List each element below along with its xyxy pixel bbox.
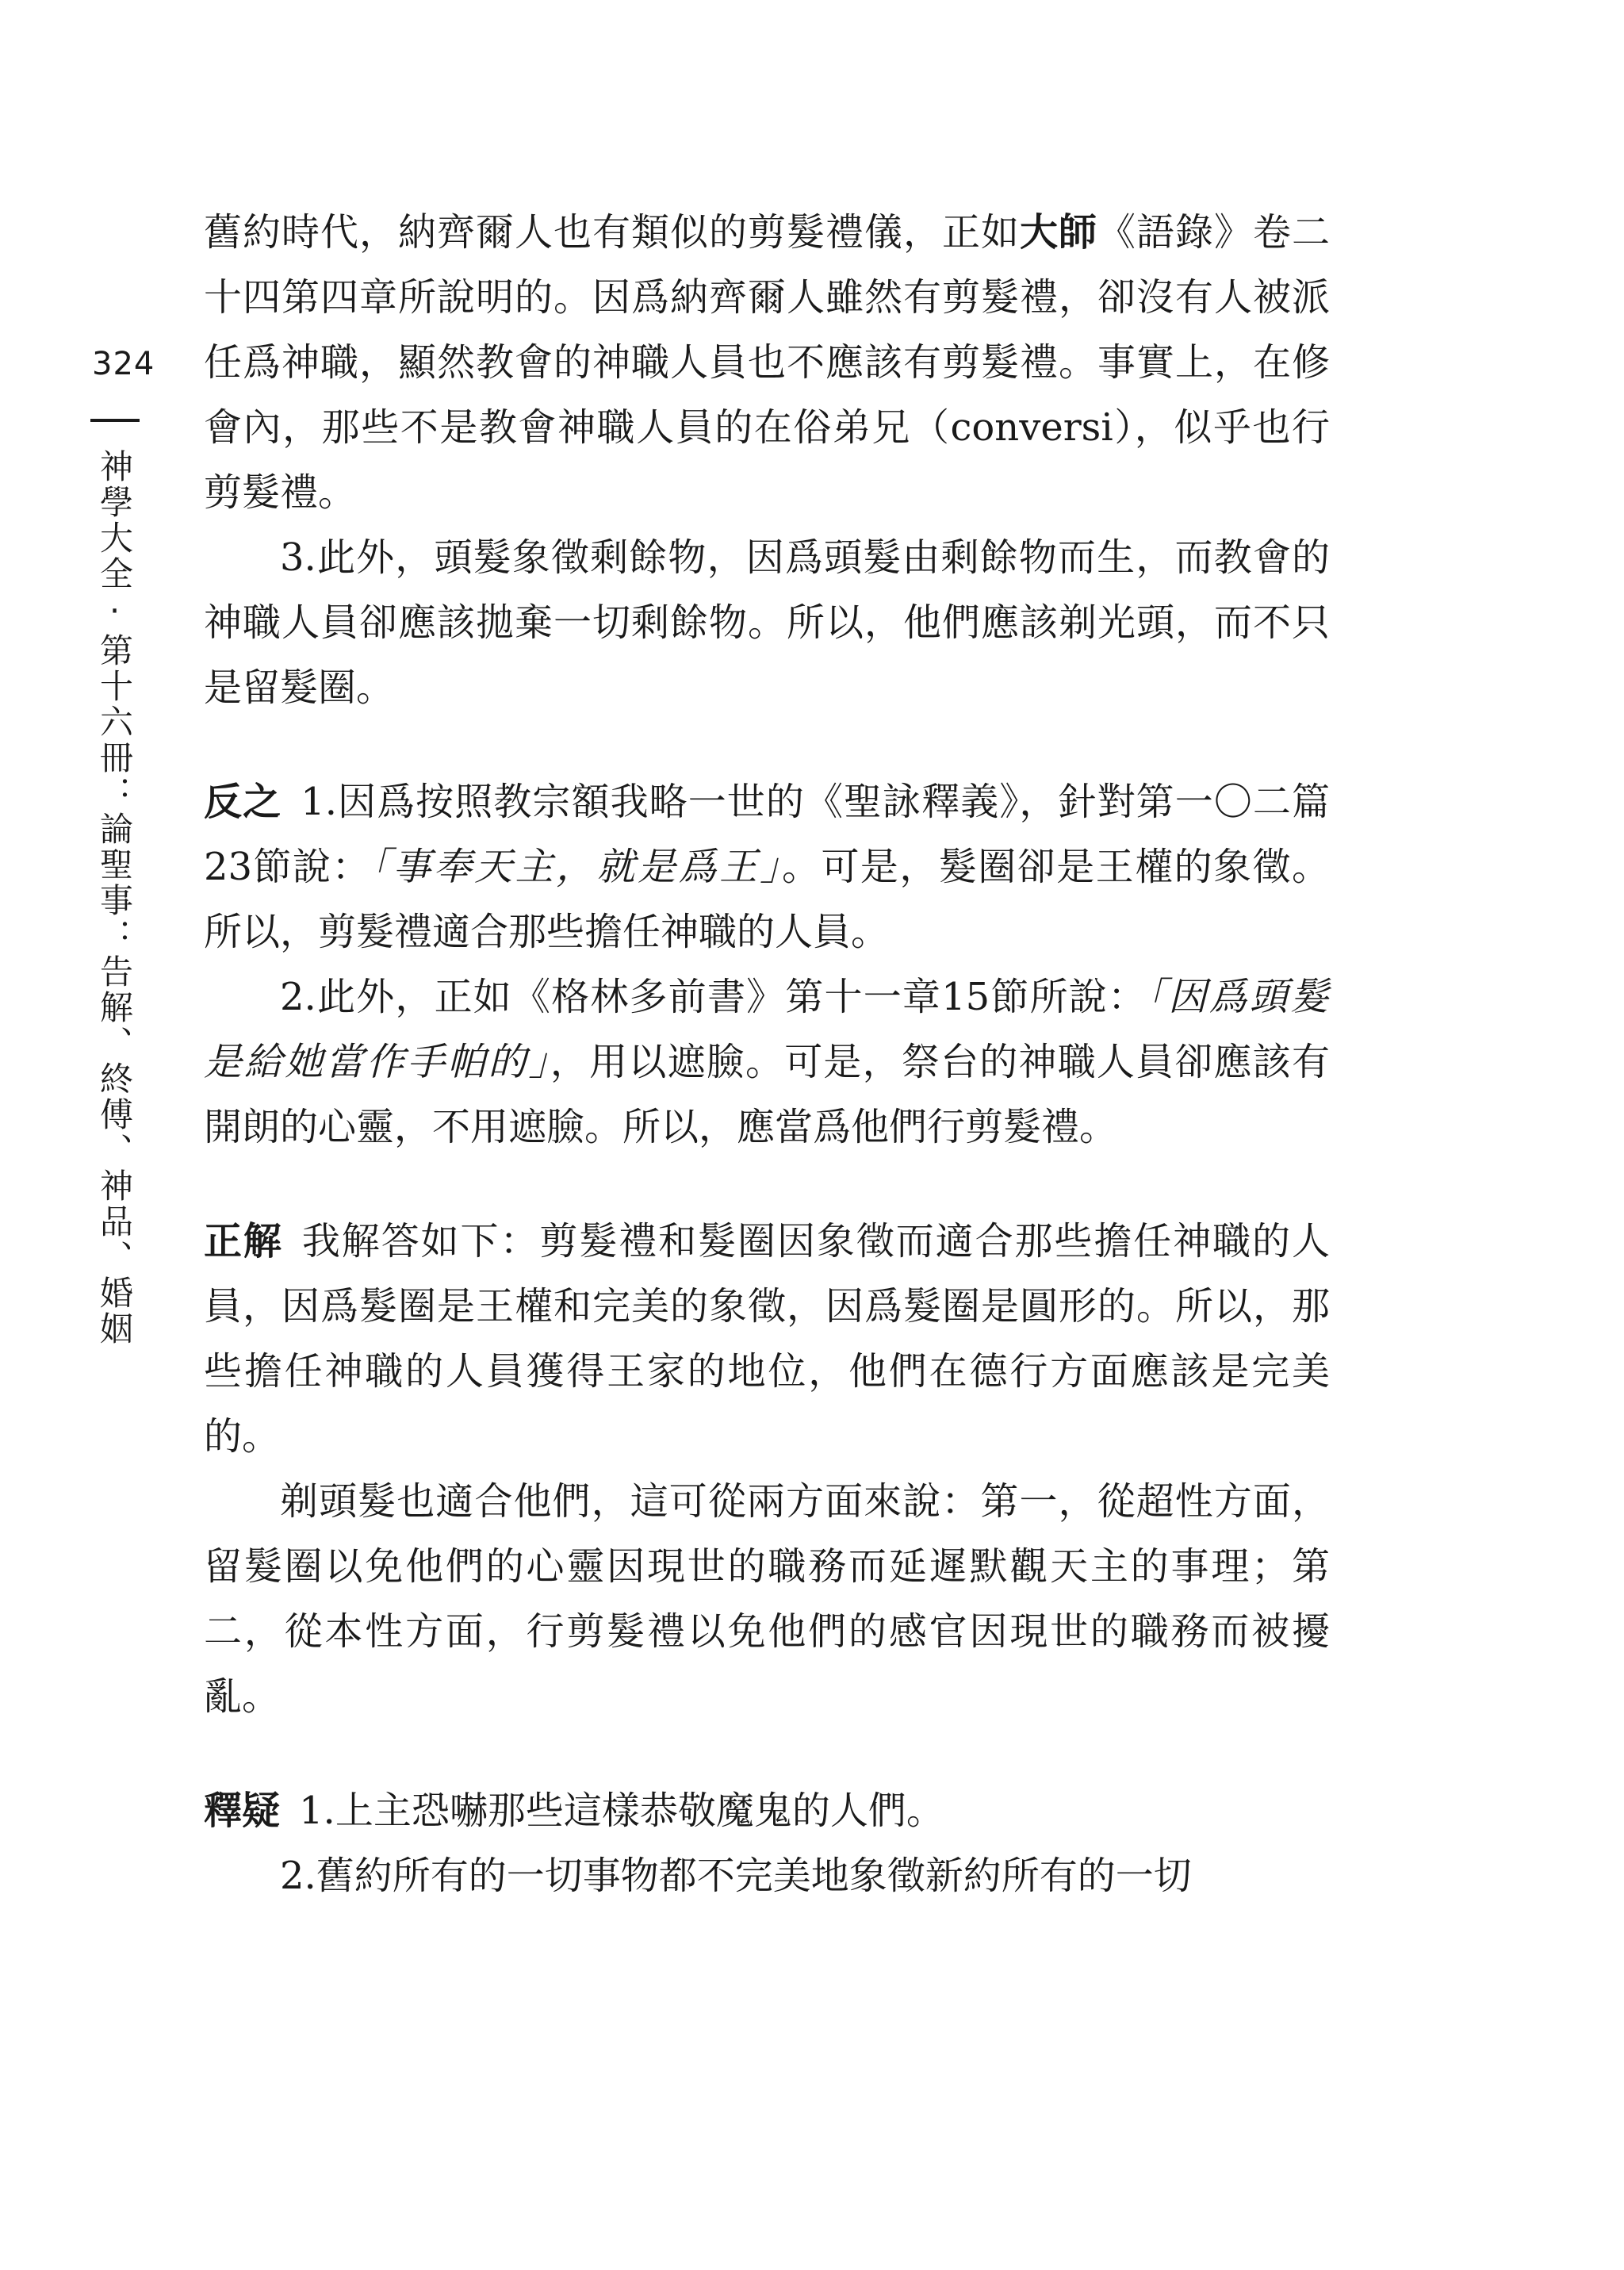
answer-2-paragraph: 剃頭髮也適合他們，這可從兩方面來說：第一，從超性方面，留髮圈以免他們的心靈因現世的職務而延遲默觀天主的事理；第二，從本性方面，行剪髮禮以免他們的感官因現世的職務而被擾亂。 (204, 1479, 1330, 1719)
sed-contra-2-paragraph (204, 964, 1330, 1160)
answer-label: 正解 (204, 1219, 283, 1263)
body-text (204, 200, 1330, 1908)
text-run: 《語錄》卷二十四第四章所說明的。因爲納齊爾人雖然有剪髮禮，卻沒有人被派任爲神職，顯然教會的神職人員也不應該有剪髮禮。事實上，在修會內，那些不是教會神職人員的在俗弟兄（conversi），似乎也行剪髮禮。 (204, 210, 1330, 515)
text-run: ，用以遮臉。可是，祭台的神職人員卻應該有開朗的心靈，不用遮臉。所以，應當爲他們行剪髮禮。 (204, 1040, 1330, 1149)
answer-paragraph (204, 1209, 1330, 1469)
reply-2-paragraph: 2.舊約所有的一切事物都不完美地象徵新約所有的一切 (280, 1854, 1192, 1898)
sed-contra-label: 反之 (204, 780, 282, 824)
page-number-rule (90, 419, 140, 422)
master-name: 大師 (1019, 210, 1097, 255)
running-title: 神學大全‧第十六冊：論聖事：告解、終傅、神品、婚姻 (95, 449, 134, 1347)
objection-3-paragraph: 3.此外，頭髮象徵剩餘物，因爲頭髮由剩餘物而生，而教會的神職人員卻應該拋棄一切剩餘物。所以，他們應該剃光頭，而不只是留髮圈。 (204, 535, 1330, 710)
scripture-quote: 「因爲頭髮是給她當作手帕的」 (204, 975, 1330, 1084)
text-run: 我解答如下：剪髮禮和髮圈因象徵而適合那些擔任神職的人員，因爲髮圈是王權和完美的象徵，因爲髮圈是圓形的。所以，那些擔任神職的人員獲得王家的地位，他們在德行方面應該是完美的。 (204, 1219, 1330, 1459)
reply-1-paragraph (204, 1778, 1330, 1843)
sed-contra-1-paragraph (204, 769, 1330, 964)
reply-label: 釋疑 (204, 1789, 281, 1833)
objection-continuation-paragraph (204, 200, 1330, 525)
text-run: 。可是，髮圈卻是王權的象徵。所以，剪髮禮適合那些擔任神職的人員。 (204, 845, 1330, 954)
section-gap (204, 720, 1330, 769)
text-run: 2.此外，正如《格林多前書》第十一章15節所說： (280, 975, 1147, 1019)
text-run: 1.上主恐嚇那些這樣恭敬魔鬼的人們。 (299, 1789, 944, 1833)
section-gap (204, 1160, 1330, 1209)
text-run: 1.因爲按照教宗額我略一世的《聖詠釋義》，針對第一〇二篇23節說： (204, 780, 1330, 889)
scripture-quote: 「事奉天主，就是爲王」 (370, 845, 782, 889)
page-number: 324 (92, 346, 155, 382)
text-run: 舊約時代，納齊爾人也有類似的剪髮禮儀，正如 (204, 210, 1020, 255)
section-gap (204, 1729, 1330, 1778)
